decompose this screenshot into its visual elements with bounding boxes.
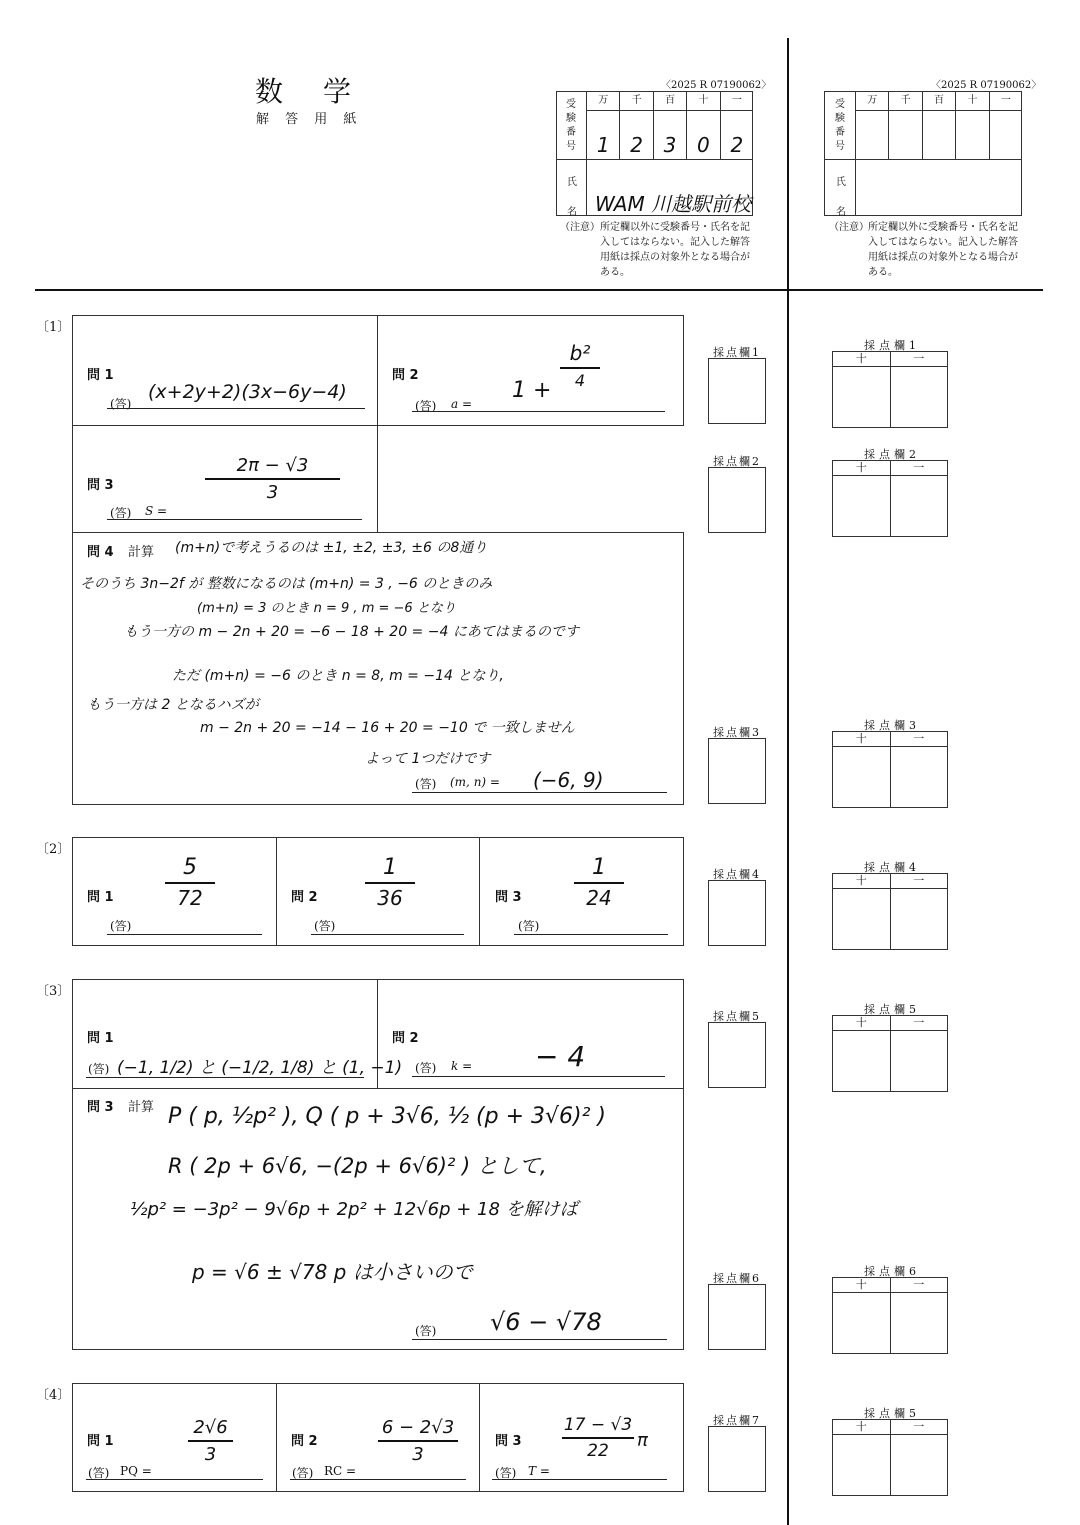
- answer-prefix: (答): [88, 1062, 110, 1076]
- answer-p4q3-frac: 17 − √3 22: [563, 1415, 633, 1461]
- score-box-3: [708, 738, 766, 804]
- exam-number-label: 受験番号: [566, 99, 576, 152]
- exam-digit: 2: [620, 110, 653, 159]
- score-label: 採点欄6: [713, 1272, 761, 1285]
- student-name: WAM 川越駅前校: [595, 192, 752, 216]
- digit-header: 万: [856, 92, 889, 110]
- answer-p4q2-frac: 6 − 2√3 3: [378, 1417, 458, 1465]
- answer-p1q1: (x+2y+2)(3x−6y−4): [148, 381, 347, 403]
- score-label: 採点欄4: [713, 868, 761, 881]
- note-label: （注意）: [560, 222, 600, 233]
- answer-line: [86, 1077, 364, 1078]
- answer-line: [107, 934, 262, 935]
- answer-line: [412, 411, 665, 412]
- score-grid-1: 十 一: [832, 351, 948, 428]
- digit-header: 千: [620, 92, 653, 110]
- calc-line: ただ (m+n) = −6 のとき n = 8, m = −14 となり,: [172, 668, 504, 684]
- answer-prefix: (答): [495, 1466, 517, 1480]
- score-grid-6: 十 一: [832, 1277, 948, 1354]
- digit-header: 百: [654, 92, 687, 110]
- section-label-1: 〔1〕: [36, 320, 71, 335]
- score-label: 採点欄1: [713, 346, 761, 359]
- answer-p2q1-frac: 5 72: [165, 855, 215, 910]
- q-label: 問 3: [495, 890, 522, 905]
- digit-header: 百: [923, 92, 956, 110]
- answer-line: [412, 1339, 667, 1340]
- var-label: S =: [145, 504, 168, 518]
- answer-p2q3-frac: 1 24: [574, 855, 624, 910]
- score-label: 採点欄3: [713, 726, 761, 739]
- answer-prefix: (答): [415, 777, 437, 791]
- answer-prefix: (答): [314, 919, 336, 933]
- answer-prefix: (答): [110, 397, 132, 411]
- answer-line: [290, 1479, 466, 1480]
- score-grid-5: 十 一: [832, 1015, 948, 1092]
- answer-prefix: (答): [292, 1466, 314, 1480]
- q-label: 問 2: [392, 368, 419, 383]
- answer-line: [86, 1479, 263, 1480]
- score-label: 採点欄5: [713, 1010, 761, 1023]
- score-box-2: [708, 467, 766, 533]
- answer-p1q3-frac: 2π − √3 3: [205, 455, 340, 503]
- note-text: 所定欄以外に受験番号・氏名を記入してはならない。記入した解答用紙は採点の対象外となる場合がある。: [600, 222, 750, 278]
- calc-line: よって 1つだけです: [365, 751, 491, 767]
- q-label: 問 1: [87, 368, 114, 383]
- var-label: PQ =: [120, 1464, 152, 1478]
- score-box-6: [708, 1284, 766, 1350]
- score-label: 採点欄4: [864, 861, 920, 874]
- q-label: 問 4: [87, 545, 114, 560]
- answer-prefix: (答): [110, 919, 132, 933]
- exam-id-box: [556, 91, 753, 216]
- answer-line: [492, 1479, 667, 1480]
- q-label: 問 2: [291, 1434, 318, 1449]
- answer-p1q2-main: 1 +: [512, 378, 552, 403]
- score-label: 採点欄2: [713, 455, 761, 468]
- q-label: 問 3: [87, 1100, 114, 1115]
- section-label-2: 〔2〕: [36, 842, 71, 857]
- calc-label: 計算: [128, 1100, 155, 1115]
- exam-number-label: 受験番号: [835, 99, 845, 152]
- exam-code-right: 〈2025 R 07190062〉: [931, 80, 1042, 91]
- answer-prefix: (答): [518, 919, 540, 933]
- score-grid-4: 十 一: [832, 873, 948, 950]
- answer-line: [107, 519, 362, 520]
- answer-p3q1: (−1, 1/2) と (−1/2, 1/8) と (1, −1): [117, 1058, 403, 1078]
- score-grid-2: 十 一: [832, 460, 948, 537]
- var-label: a =: [451, 397, 473, 411]
- digit-header: 十: [687, 92, 720, 110]
- score-label: 採点欄5: [864, 1003, 920, 1016]
- answer-prefix: (答): [415, 1061, 437, 1075]
- q-label: 問 3: [495, 1434, 522, 1449]
- score-box-1: [708, 358, 766, 424]
- vertical-divider: [787, 38, 789, 1525]
- var-label: T =: [528, 1464, 550, 1478]
- var-label: RC =: [324, 1464, 357, 1478]
- calc-line: (m+n)で考えうるのは ±1, ±2, ±3, ±6 の8通り: [175, 540, 488, 556]
- answer-prefix: (答): [415, 399, 437, 413]
- calc-line: ½p² = −3p² − 9√6p + 2p² + 12√6p + 18 を解けば: [130, 1199, 578, 1220]
- answer-line: [412, 1076, 665, 1077]
- answer-prefix: (答): [110, 506, 132, 520]
- score-label: 採点欄2: [864, 448, 920, 461]
- exam-code-left: 〈2025 R 07190062〉: [661, 80, 772, 91]
- score-grid-3: 十 一: [832, 731, 948, 808]
- score-label: 採点欄5: [864, 1407, 920, 1420]
- answer-prefix: (答): [415, 1324, 437, 1338]
- score-label: 採点欄7: [713, 1414, 761, 1427]
- q-label: 問 1: [87, 1031, 114, 1046]
- calc-line: R ( 2p + 6√6, −(2p + 6√6)² ) として,: [168, 1154, 547, 1178]
- var-label: k =: [451, 1059, 473, 1073]
- answer-p2q2-frac: 1 36: [365, 855, 415, 910]
- calc-label: 計算: [128, 545, 155, 560]
- q-label: 問 1: [87, 1434, 114, 1449]
- calc-line: P ( p, ½p² ), Q ( p + 3√6, ½ (p + 3√6)² ): [168, 1104, 607, 1129]
- answer-p4q1-frac: 2√6 3: [188, 1417, 233, 1465]
- score-box-4: [708, 880, 766, 946]
- answer-p1q4: (−6, 9): [533, 768, 604, 792]
- score-label: 採点欄3: [864, 719, 920, 732]
- q-label: 問 3: [87, 478, 114, 493]
- score-grid-7: 十 一: [832, 1419, 948, 1496]
- q-label: 問 1: [87, 890, 114, 905]
- page-title: 数 学: [255, 75, 358, 108]
- answer-p3q3: √6 − √78: [490, 1308, 602, 1336]
- answer-line: [311, 934, 464, 935]
- digit-header: 一: [731, 95, 742, 106]
- digit-header: 一: [1000, 95, 1011, 106]
- section-label-4: 〔4〕: [36, 1388, 71, 1403]
- exam-digit: 2: [730, 133, 744, 157]
- note-text: 所定欄以外に受験番号・氏名を記入してはならない。記入した解答用紙は採点の対象外となる場合がある。: [868, 222, 1018, 278]
- page-subtitle: 解 答 用 紙: [256, 112, 363, 127]
- exam-digit: 1: [587, 110, 620, 159]
- answer-line: [107, 408, 365, 409]
- digit-header: 万: [587, 92, 620, 110]
- var-label: (m, n) =: [450, 775, 500, 789]
- name-label: 氏名: [836, 177, 846, 218]
- exam-id-box-blank: [824, 91, 1022, 216]
- note-label: （注意）: [829, 222, 869, 233]
- calc-line: m − 2n + 20 = −14 − 16 + 20 = −10 で 一致しません: [200, 720, 575, 736]
- horizontal-divider: [35, 289, 1043, 291]
- section-label-3: 〔3〕: [36, 984, 71, 999]
- calc-line: もう一方の m − 2n + 20 = −6 − 18 + 20 = −4 にあてはまるのです: [124, 624, 579, 640]
- q-label: 問 2: [392, 1031, 419, 1046]
- calc-line: (m+n) = 3 のとき n = 9 , m = −6 となり: [197, 601, 456, 616]
- answer-line: [514, 934, 668, 935]
- score-label: 採点欄6: [864, 1265, 920, 1278]
- exam-digit: 0: [687, 110, 720, 159]
- calc-line: もう一方は 2 となるハズが: [87, 697, 259, 713]
- digit-header: 十: [956, 92, 989, 110]
- answer-p3q2: − 4: [535, 1040, 586, 1073]
- digit-header: 千: [889, 92, 922, 110]
- score-label: 採点欄1: [864, 339, 920, 352]
- answer-p1q2-frac: b² 4: [560, 341, 600, 390]
- answer-line: [412, 792, 667, 793]
- answer-p4q3-tail: π: [637, 1430, 648, 1451]
- calc-line: p = √6 ± √78 p は小さいので: [192, 1260, 473, 1284]
- answer-prefix: (答): [88, 1466, 110, 1480]
- score-box-5: [708, 1022, 766, 1088]
- q-label: 問 2: [291, 890, 318, 905]
- name-label: 氏名: [567, 177, 577, 218]
- calc-line: そのうち 3n−2f が 整数になるのは (m+n) = 3 , −6 のときのみ: [80, 576, 493, 592]
- score-box-7: [708, 1426, 766, 1492]
- exam-digit: 3: [654, 110, 687, 159]
